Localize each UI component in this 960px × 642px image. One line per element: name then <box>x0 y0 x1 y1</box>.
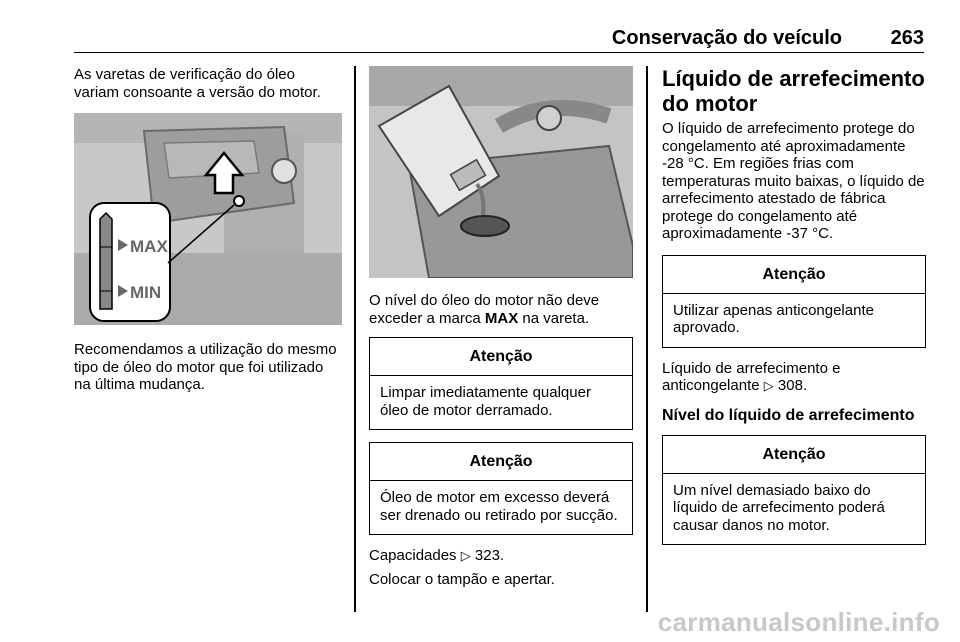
warning-title: Atenção <box>370 338 632 376</box>
antifreeze-ref: Líquido de arrefecimento e anticongelante ▷ 308. <box>662 359 841 394</box>
warning-title: Atenção <box>370 443 632 481</box>
column-divider <box>646 66 648 612</box>
warning-title: Atenção <box>663 436 925 474</box>
warning-box <box>369 337 633 430</box>
column-1 <box>74 66 342 394</box>
recommendation: Recomendamos a utilização do mesmo tipo de óleo do motor que foi utilizado na última mudança. <box>74 341 337 393</box>
engine-dipstick-figure <box>74 113 342 325</box>
watermark: carmanualsonline.info <box>657 607 940 637</box>
antifreeze-page[interactable]: 308. <box>777 377 808 394</box>
column-3 <box>662 66 926 545</box>
page-header <box>74 26 924 53</box>
page-reference-icon: ▷ <box>763 378 774 393</box>
cap-close-instruction: Colocar o tampão e apertar. <box>369 570 555 588</box>
warning-body: Um nível demasiado baixo do líquido de arrefecimento poderá causar danos no motor. <box>673 481 885 534</box>
warning-body: Óleo de motor em excesso deverá ser drenado ou retirado por sucção. <box>380 489 618 524</box>
section-title: Conservação do veículo <box>611 27 842 49</box>
max-mark: MAX <box>484 309 519 327</box>
capacities-page[interactable]: 323. <box>474 547 505 564</box>
capacities-ref: Capacidades ▷ 323. <box>369 547 505 564</box>
coolant-heading: Líquido de arrefecimento do motor <box>662 66 925 116</box>
oil-filling-figure <box>369 66 633 278</box>
column-2 <box>369 66 633 588</box>
warning-box <box>369 442 633 535</box>
warning-body: Utilizar apenas anticongelante aprovado. <box>673 301 874 336</box>
dipstick-intro: As varetas de verificação do óleo variam consoante a versão do motor. <box>74 66 321 101</box>
max-label: MAX <box>130 237 168 256</box>
warning-body: Limpar imediatamente qualquer óleo de motor derramado. <box>380 384 591 419</box>
min-label: MIN <box>130 283 162 302</box>
oil-level-text: O nível do óleo do motor não deve exceder a marca MAX na vareta. <box>369 292 600 327</box>
coolant-level-heading: Nível do líquido de arrefecimento <box>662 406 915 424</box>
page-reference-icon: ▷ <box>460 548 471 563</box>
warning-box <box>662 255 926 348</box>
warning-title: Atenção <box>663 256 925 294</box>
page-number: 263 <box>890 27 924 49</box>
coolant-intro: O líquido de arrefecimento protege do congelamento até aproximadamente -28 °C. Em regiões frias com temperaturas muito baixas, o líquido de arrefecimento atestado de fábrica protege do congelamento até aproximadamente -37 °C. <box>662 120 925 242</box>
column-divider <box>354 66 356 612</box>
warning-box <box>662 435 926 546</box>
